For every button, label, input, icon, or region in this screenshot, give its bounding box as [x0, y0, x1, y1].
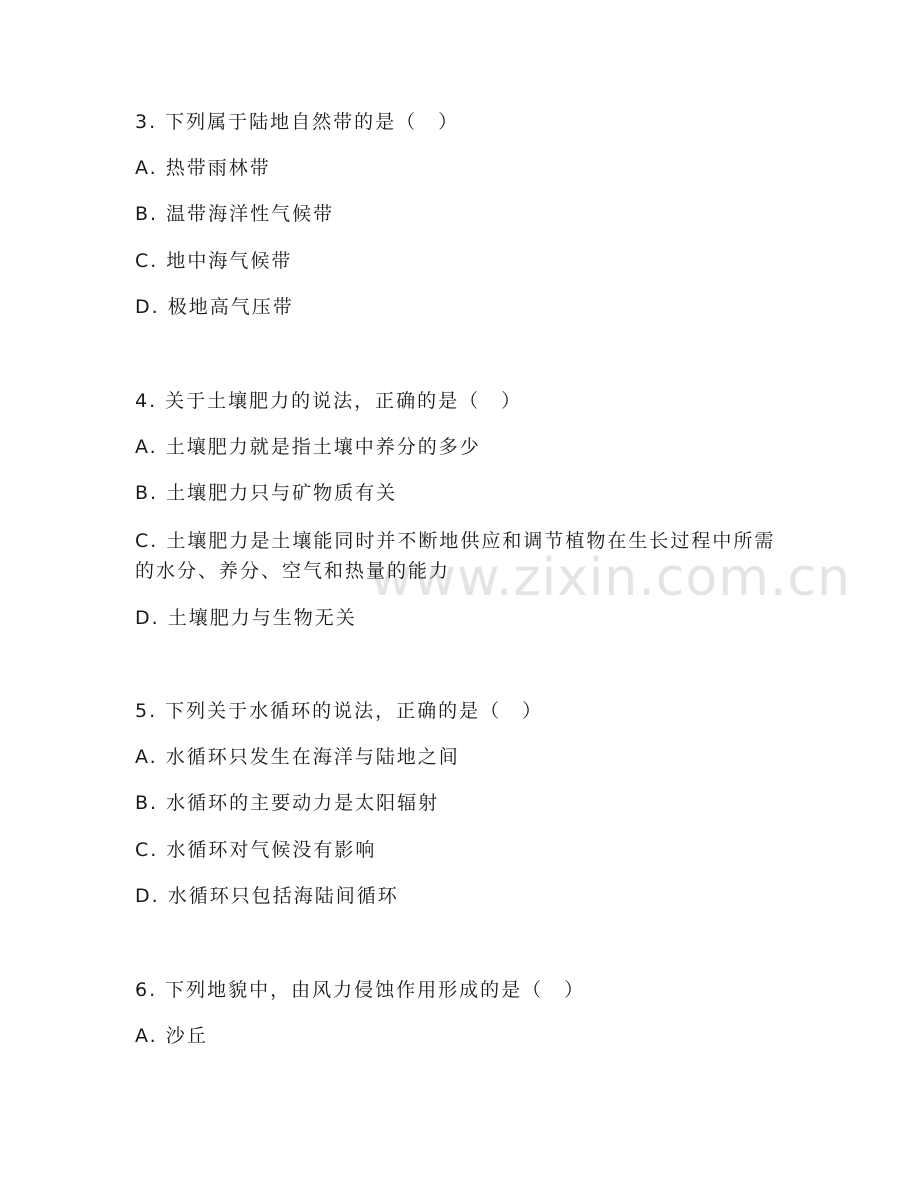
question-5-option-d: D. 水循环只包括海陆间循环: [135, 885, 399, 907]
question-6-stem: 6. 下列地貌中，由风力侵蚀作用形成的是（ ）: [135, 979, 586, 1001]
question-3-option-d: D. 极地高气压带: [135, 296, 294, 318]
question-3-option-b: B. 温带海洋性气候带: [135, 203, 335, 225]
question-4-option-c-continued: 的水分、养分、空气和热量的能力: [135, 560, 451, 582]
question-6-option-a: A. 沙丘: [135, 1025, 208, 1047]
question-5-option-c: C. 水循环对气候没有影响: [135, 839, 377, 861]
question-5-option-b: B. 水循环的主要动力是太阳辐射: [135, 792, 440, 814]
question-3-option-a: A. 热带雨林带: [135, 157, 271, 179]
question-4-stem: 4. 关于土壤肥力的说法，正确的是（ ）: [135, 390, 523, 412]
question-3-option-c: C. 地中海气候带: [135, 250, 293, 272]
question-4-option-d: D. 土壤肥力与生物无关: [135, 607, 357, 629]
question-4-option-a: A. 土壤肥力就是指土壤中养分的多少: [135, 436, 481, 458]
watermark: www.zixin.com.cn: [370, 548, 851, 608]
question-4-option-b: B. 土壤肥力只与矿物质有关: [135, 482, 398, 504]
question-5-stem: 5. 下列关于水循环的说法，正确的是（ ）: [135, 700, 544, 722]
question-3-stem: 3. 下列属于陆地自然带的是（ ）: [135, 111, 460, 133]
question-4-option-c: C. 土壤肥力是土壤能同时并不断地供应和调节植物在生长过程中所需: [135, 530, 776, 552]
question-5-option-a: A. 水循环只发生在海洋与陆地之间: [135, 746, 460, 768]
